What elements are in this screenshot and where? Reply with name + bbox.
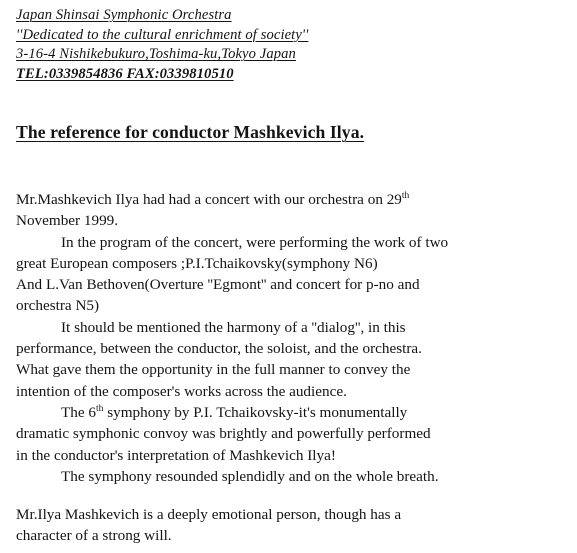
letterhead-org-name: Japan Shinsai Symphonic Orchestra [16, 7, 232, 23]
paragraph-4-line-1-post: symphony by P.I. Tchaikovsky-it's monumentally [103, 403, 408, 421]
paragraph-2-line-2: great European composers ;P.I.Tchaikovsky(symphony N6) [16, 254, 378, 272]
paragraph-4-line-3: in the conductor's interpretation of Mashkevich Ilya! [16, 446, 336, 464]
paragraph-2-line-4: orchestra N5) [16, 297, 100, 315]
paragraph-3-line-3: What gave them the opportunity in the full manner to convey the [16, 361, 411, 379]
document-title: The reference for conductor Mashkevich Ilya. [16, 122, 365, 142]
paragraph-spacer [16, 487, 576, 504]
paragraph-6-line-1: Mr.Ilya Mashkevich is a deeply emotional person, though has a [16, 506, 402, 524]
paragraph-1-line-1 [16, 189, 576, 210]
ordinal-suffix: th [96, 403, 104, 414]
paragraph-2-line-1: In the program of the concert, were performing the work of two [61, 233, 449, 251]
letter-body [16, 189, 576, 547]
paragraph-3-line-4: intention of the composer's works across the audience. [16, 382, 347, 400]
paragraph-4-line-1-pre: The 6 [61, 403, 97, 421]
letterhead [16, 6, 308, 84]
paragraph-4-line-2: dramatic symphonic convoy was brightly and powerfully performed [16, 425, 431, 443]
paragraph-5-line-1: The symphony resounded splendidly and on the whole breath. [61, 467, 439, 485]
paragraph-3-line-1: It should be mentioned the harmony of a ''dialog'', in this [61, 318, 406, 336]
paragraph-6-line-2: character of a strong will. [16, 527, 172, 545]
paragraph-2-line-3: And L.Van Bethoven(Overture ''Egmont'' and concert for p-no and [16, 276, 420, 294]
paragraph-1-line-2: November 1999. [16, 212, 119, 230]
ordinal-suffix: th [401, 191, 410, 201]
letterhead-address: 3-16-4 Nishikebukuro,Toshima-ku,Tokyo Japan [16, 46, 296, 63]
paragraph-4-line-1 [16, 402, 576, 423]
paragraph-3-line-2: performance, between the conductor, the soloist, and the orchestra. [16, 340, 422, 358]
paragraph-1-line-1-text: Mr.Mashkevich Ilya had had a concert with our orchestra on 29 [16, 191, 402, 208]
letterhead-contact: TEL:0339854836 FAX:0339810510 [16, 65, 234, 82]
letterhead-motto: ''Dedicated to the cultural enrichment of society'' [16, 26, 309, 43]
